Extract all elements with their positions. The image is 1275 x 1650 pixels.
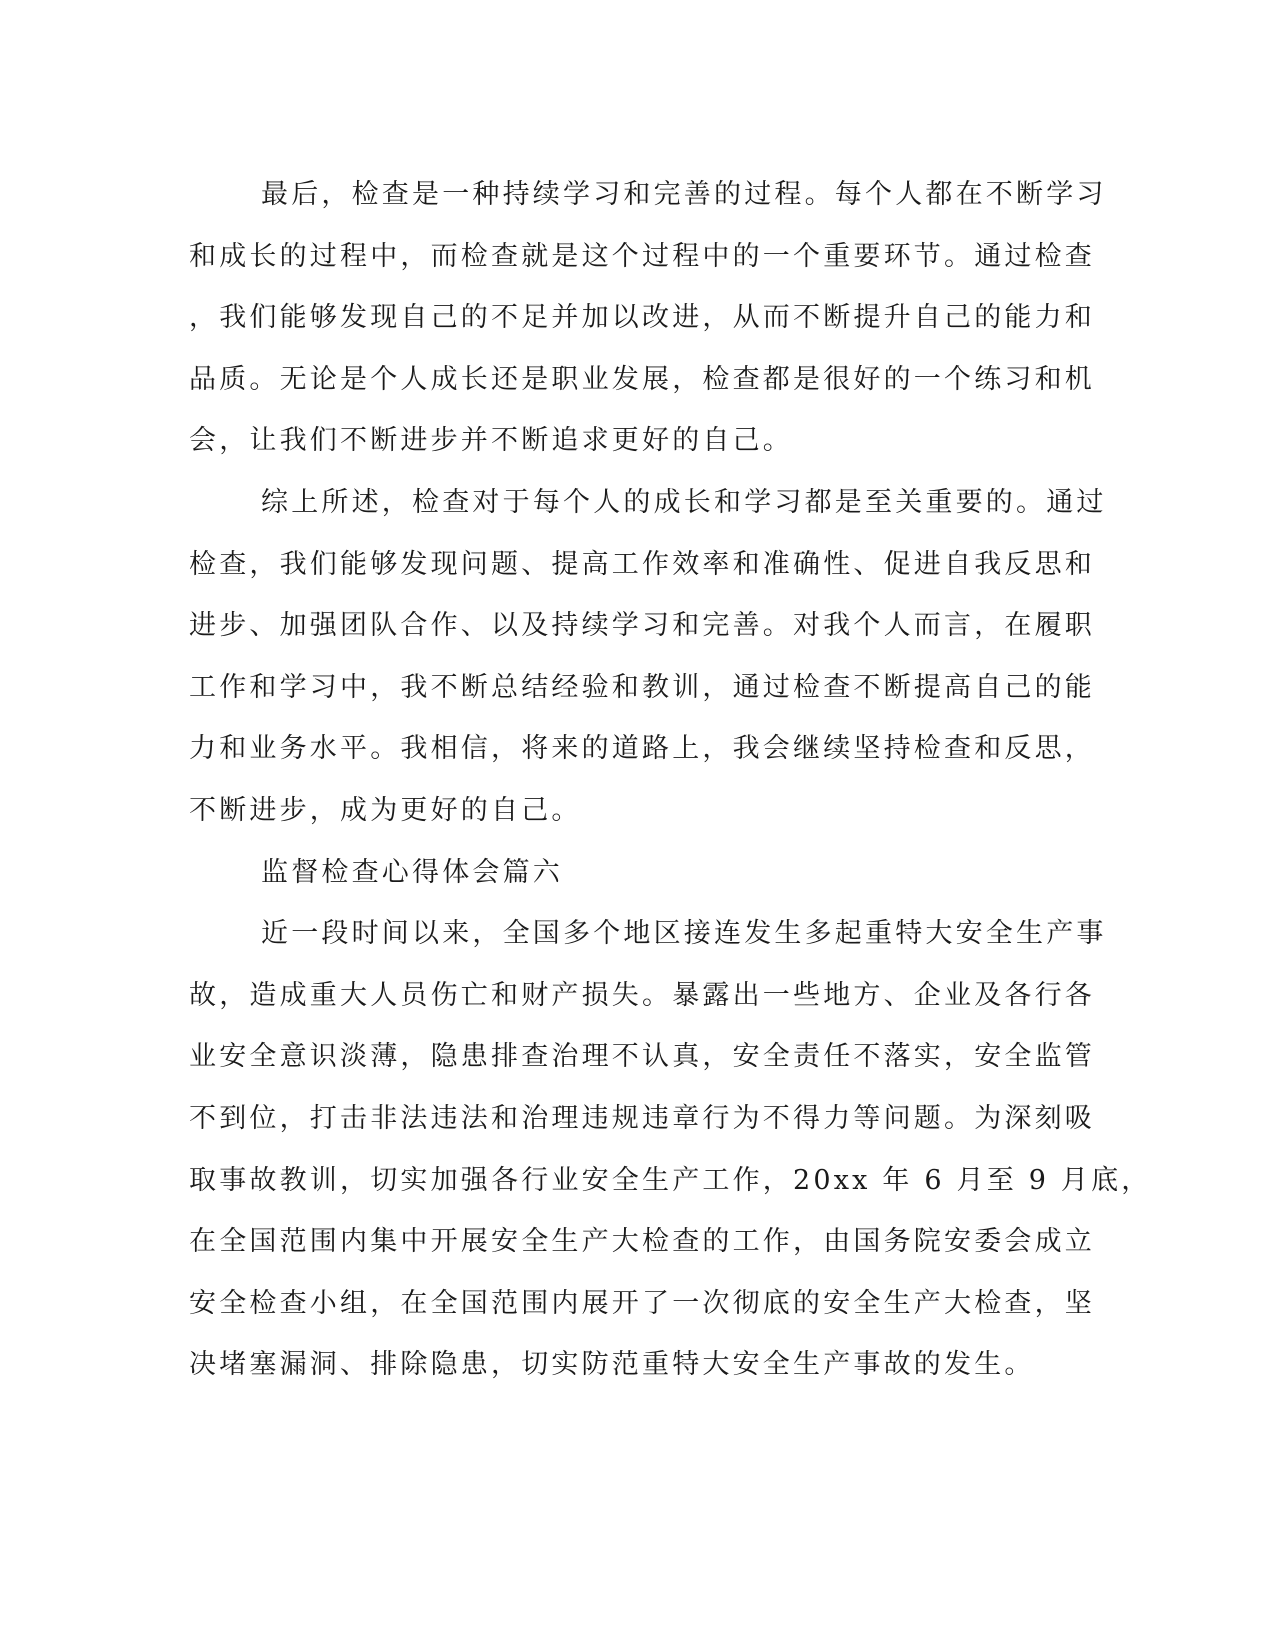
paragraph-summary [189, 472, 1107, 842]
text-line: 和成长的过程中，而检查就是这个过程中的一个重要环节。通过检查 [189, 240, 1095, 272]
text-line: 最后，检查是一种持续学习和完善的过程。每个人都在不断学习 [261, 179, 1107, 210]
text-line: 工作和学习中，我不断总结经验和教训，通过检查不断提高自己的能 [189, 671, 1095, 703]
text-line: 安全检查小组，在全国范围内展开了一次彻底的安全生产大检查，坚 [189, 1287, 1095, 1319]
heading-text: 监督检查心得体会篇六 [261, 856, 563, 888]
section-heading [189, 842, 1079, 904]
text-line: 品质。无论是个人成长还是职业发展，检查都是很好的一个练习和机 [189, 363, 1095, 395]
text-line: 不到位，打击非法违法和治理违规违章行为不得力等问题。为深刻吸 [189, 1102, 1095, 1134]
text-line: 综上所述，检查对于每个人的成长和学习都是至关重要的。通过 [261, 486, 1107, 518]
text-line: 力和业务水平。我相信，将来的道路上，我会继续坚持检查和反思， [189, 733, 1095, 765]
text-line: 会，让我们不断进步并不断追求更好的自己。 [189, 425, 793, 457]
text-line: 业安全意识淡薄，隐患排查治理不认真，安全责任不落实，安全监管 [189, 1041, 1095, 1073]
text-line: ，我们能够发现自己的不足并加以改进，从而不断提升自己的能力和 [189, 302, 1095, 334]
text-line: 近一段时间以来，全国多个地区接连发生多起重特大安全生产事 [261, 918, 1107, 950]
text-line: 取事故教训，切实加强各行业安全生产工作，20xx 年 6 月至 9 月底， [189, 1164, 1152, 1196]
text-line: 在全国范围内集中开展安全生产大检查的工作，由国务院安委会成立 [189, 1226, 1095, 1258]
text-line: 不断进步，成为更好的自己。 [189, 794, 582, 826]
text-line: 故，造成重大人员伤亡和财产损失。暴露出一些地方、企业及各行各 [189, 979, 1095, 1011]
text-line: 检查，我们能够发现问题、提高工作效率和准确性、促进自我反思和 [189, 548, 1095, 580]
paragraph-conclusion-learning [189, 164, 1107, 472]
text-line: 决堵塞漏洞、排除隐患，切实防范重特大安全生产事故的发生。 [189, 1349, 1035, 1381]
text-line: 进步、加强团队合作、以及持续学习和完善。对我个人而言，在履职 [189, 610, 1095, 642]
paragraph-safety-inspection [189, 903, 1152, 1396]
document-body [189, 164, 1152, 1396]
